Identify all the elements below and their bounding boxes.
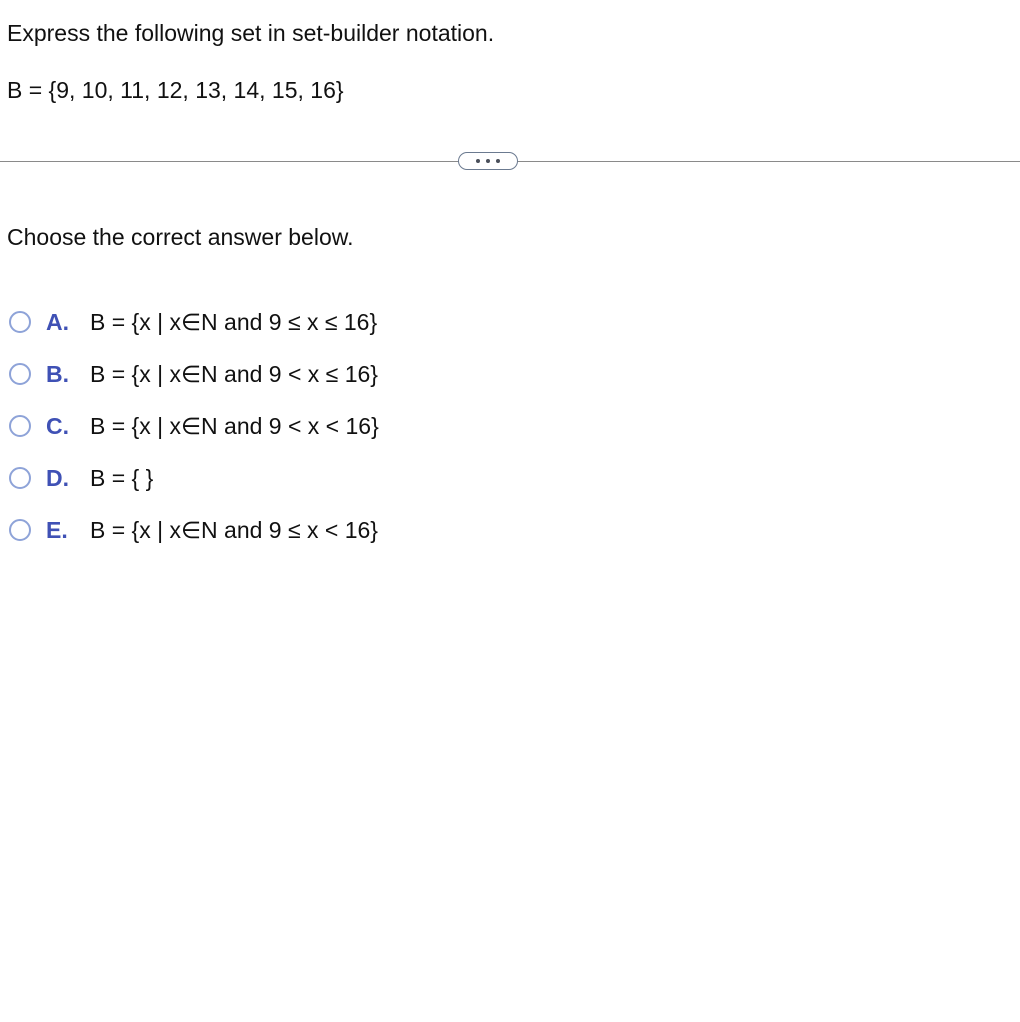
ellipsis-icon [496,159,500,163]
more-options-button[interactable] [458,152,518,170]
ellipsis-icon [486,159,490,163]
question-text: Express the following set in set-builder notation. [7,20,495,46]
radio-button[interactable] [9,311,31,333]
choice-text: B = {x | x∈N and 9 ≤ x < 16} [90,516,378,543]
radio-button[interactable] [9,363,31,385]
choice-letter: E. [46,516,68,543]
choice-text: B = {x | x∈N and 9 < x < 16} [90,412,379,439]
choice-a[interactable] [9,296,609,348]
radio-button[interactable] [9,415,31,437]
set-definition: B = {9, 10, 11, 12, 13, 14, 15, 16} [7,77,344,103]
choice-e[interactable] [9,504,609,556]
ellipsis-icon [476,159,480,163]
choice-letter: D. [46,464,69,491]
choice-text: B = { } [90,464,154,491]
choice-d[interactable] [9,452,609,504]
answer-choices [9,296,609,556]
choice-c[interactable] [9,400,609,452]
choice-b[interactable] [9,348,609,400]
radio-button[interactable] [9,519,31,541]
choice-text: B = {x | x∈N and 9 < x ≤ 16} [90,360,378,387]
answer-prompt: Choose the correct answer below. [7,224,354,250]
radio-button[interactable] [9,467,31,489]
choice-letter: B. [46,360,69,387]
choice-letter: A. [46,308,69,335]
choice-text: B = {x | x∈N and 9 ≤ x ≤ 16} [90,308,378,335]
choice-letter: C. [46,412,69,439]
